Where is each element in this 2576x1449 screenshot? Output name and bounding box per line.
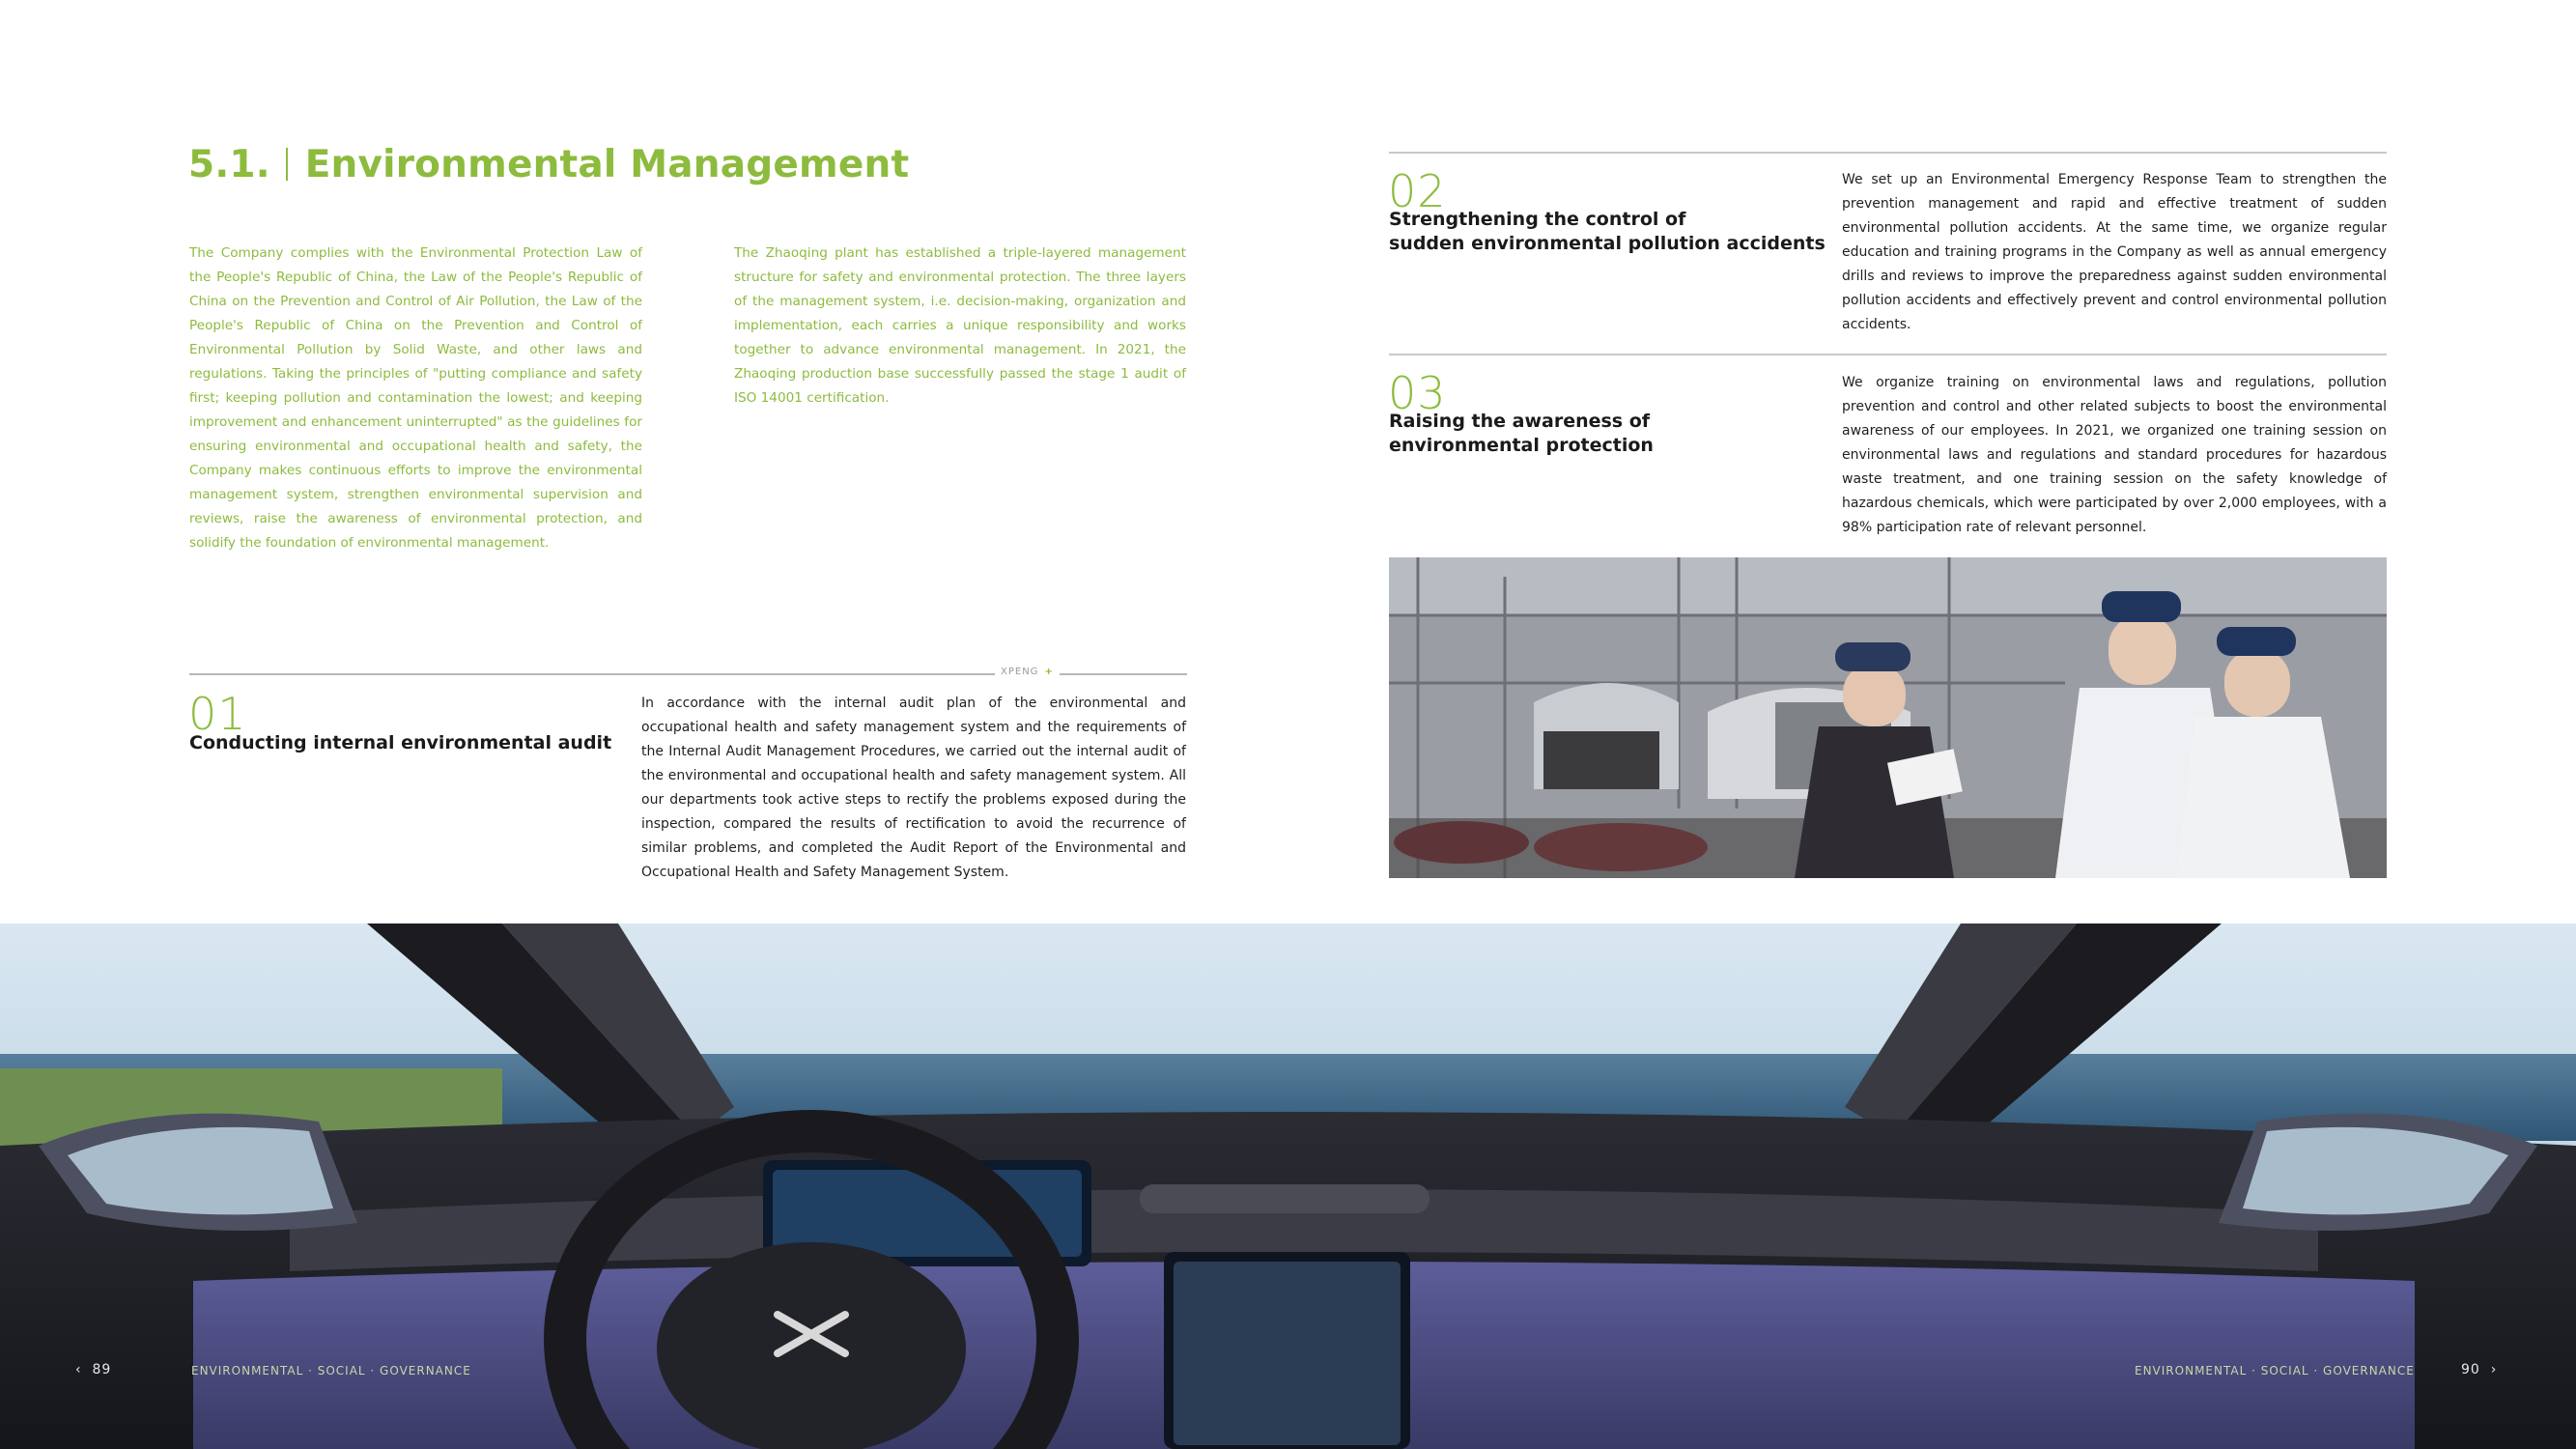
section-heading: Environmental Management [304, 143, 910, 186]
item-number-01: 01 [188, 688, 247, 740]
item-title-02-line2: sudden environmental pollution accidents [1389, 233, 1826, 254]
footer-label-right: ENVIRONMENTAL · SOCIAL · GOVERNANCE [2135, 1364, 2415, 1378]
page-number-left: ‹ 89 [75, 1362, 112, 1378]
item-divider-03 [1389, 354, 2387, 355]
factory-photo-illustration [1389, 557, 2387, 878]
factory-training-photo [1389, 557, 2387, 878]
item-title-02 [1389, 208, 1826, 256]
divider-logo-text: XPENG [1001, 667, 1039, 677]
item-number-02: 02 [1388, 165, 1447, 217]
footer-label-left: ENVIRONMENTAL · SOCIAL · GOVERNANCE [191, 1364, 471, 1378]
item-divider-02 [1389, 152, 2387, 154]
item-title-03 [1389, 410, 1654, 458]
intro-paragraph-left: The Company complies with the Environmental Protection Law of the People's Republic of China, the Law of the People's Republic of China on the Prevention and Control of Air Pollution, the Law of the People's Republic of China on the Prevention and Control of Environmental Pollution by Solid Waste, and other laws and regulations. Taking the principles of "putting compliance and safety first; keeping pollution and contamination the lowest; and keeping improvement and enhancement uninterrupted" as the guidelines for ensuring environmental and occupational health and safety, the Company makes continuous efforts to improve the environmental management system, strengthen environmental supervision and reviews, raise the awareness of environmental protection, and solidify the foundation of environmental management. [189, 245, 642, 551]
item-title-03-line1: Raising the awareness of [1389, 411, 1651, 432]
title-separator [286, 148, 288, 181]
item-text-02: We set up an Environmental Emergency Response Team to strengthen the prevention management and rapid and effective treatment of sudden environmental pollution accidents. At the same time, we organize regular education and training programs in the Company as well as annual emergency drills and reviews to improve the preparedness against sudden environmental pollution accidents and effectively prevent and control environmental pollution accidents. [1842, 172, 2387, 332]
plus-icon: + [1044, 667, 1054, 677]
divider-logo [995, 667, 1060, 677]
page-number-right: 90 › [2461, 1362, 2498, 1378]
section-number: 5.1. [188, 143, 270, 186]
intro-paragraph-right: The Zhaoqing plant has established a triple-layered management structure for safety and environmental protection. The three layers of the management system, i.e. decision-making, organization and implementation, each carries a unique responsibility and works together to advance environmental management. In 2021, the Zhaoqing production base successfully passed the stage 1 audit of ISO 14001 certification. [734, 245, 1186, 406]
item-number-03: 03 [1388, 367, 1447, 419]
item-text-03: We organize training on environmental laws and regulations, pollution prevention and control and other related subjects to boost the environmental awareness of our employees. In 2021, we organized one training session on environmental laws and regulations and standard procedures for hazardous waste treatment, and one training session on the safety knowledge of hazardous chemicals, which were participated by over 2,000 employees, with a 98% participation rate of relevant personnel. [1842, 375, 2387, 535]
page-number-right-value: 90 [2461, 1362, 2480, 1378]
section-title [188, 143, 909, 186]
item-text-01: In accordance with the internal audit plan of the environmental and occupational health and safety management system and the requirements of the Internal Audit Management Procedures, we carried out the internal audit of the environmental and occupational health and safety management system. All our departments took active steps to rectify the problems exposed during the inspection, compared the results of rectification to avoid the recurrence of similar problems, and completed the Audit Report of the Environmental and Occupational Health and Safety Management System. [641, 696, 1186, 880]
item-title-01: Conducting internal environmental audit [189, 732, 612, 753]
item-title-03-line2: environmental protection [1389, 435, 1654, 456]
page-number-left-value: 89 [92, 1362, 112, 1378]
item-title-02-line1: Strengthening the control of [1389, 209, 1686, 230]
